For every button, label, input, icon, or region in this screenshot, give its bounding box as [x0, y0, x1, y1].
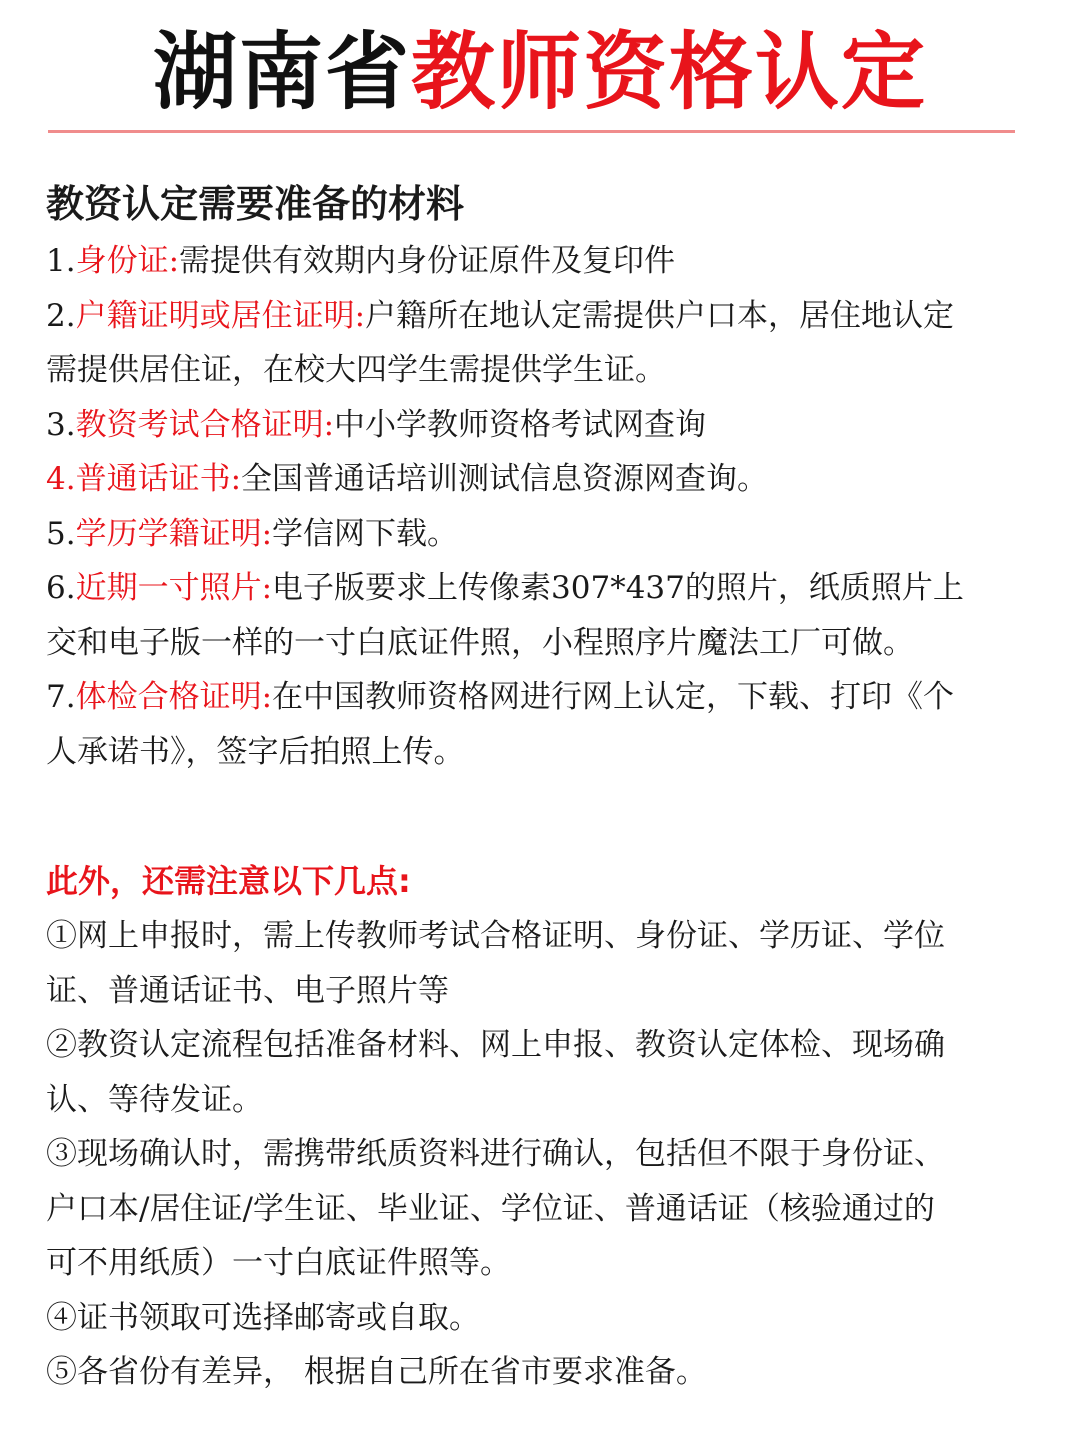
- item-number: 2.: [46, 297, 76, 334]
- item-label: 近期一寸照片:: [75, 570, 273, 606]
- note-item-1: [46, 909, 1036, 1018]
- item-number: 7.: [46, 679, 76, 715]
- page-title: [0, 22, 1080, 122]
- note-text: ③现场确认时，需携带纸质资料进行确认，包括但不限于身份证、: [46, 1136, 945, 1172]
- notes-heading: 此外，还需注意以下几点:: [46, 862, 411, 900]
- note-text: ⑤各省份有差异， 根据自己所在省市要求准备。: [46, 1354, 707, 1390]
- item-label: 普通话证书:: [75, 461, 242, 497]
- item-label: 户籍证明或居住证明:: [75, 297, 366, 334]
- note-text: 证、普通话证书、电子照片等: [46, 972, 449, 1009]
- materials-heading: 教资认定需要准备的材料: [46, 182, 465, 226]
- note-item-3: [46, 1127, 1036, 1291]
- material-item-6: [46, 561, 1036, 670]
- item-text: 户籍所在地认定需提供户口本，居住地认定: [365, 297, 955, 334]
- note-text: ②教资认定流程包括准备材料、网上申报、教资认定体检、现场确: [46, 1027, 945, 1063]
- material-item-4: [46, 452, 1036, 507]
- material-item-3: [46, 398, 1036, 453]
- material-item-1: [46, 234, 1036, 289]
- item-text: 全国普通话培训测试信息资源网查询。: [241, 461, 769, 497]
- notes-list: [46, 909, 1036, 1400]
- item-label: 身份证:: [75, 243, 180, 279]
- item-text: 中小学教师资格考试网查询: [334, 406, 707, 443]
- item-text: 需提供居住证，在校大四学生需提供学生证。: [46, 352, 666, 388]
- material-item-5: [46, 507, 1036, 562]
- item-text: 需提供有效期内身份证原件及复印件: [179, 243, 676, 279]
- title-topic: 教师资格认定: [411, 23, 928, 121]
- title-divider: [48, 130, 1015, 133]
- item-number: 4.: [46, 461, 76, 497]
- note-item-2: [46, 1018, 1036, 1127]
- note-item-5: [46, 1345, 1036, 1400]
- item-number: 6.: [46, 570, 76, 606]
- item-number: 3.: [46, 406, 76, 443]
- item-number: 1.: [46, 243, 76, 279]
- item-label: 学历学籍证明:: [75, 515, 273, 552]
- note-text: 认、等待发证。: [46, 1081, 263, 1118]
- item-text: 在中国教师资格网进行网上认定，下载、打印《个: [272, 679, 955, 715]
- note-text: 户口本/居住证/学生证、毕业证、学位证、普通话证（核验通过的: [46, 1190, 935, 1227]
- note-text: 可不用纸质）一寸白底证件照等。: [46, 1245, 511, 1281]
- title-province: 湖南省: [152, 23, 411, 121]
- item-text: 人承诺书》，签字后拍照上传。: [46, 733, 465, 770]
- item-number: 5.: [46, 515, 76, 552]
- note-text: ④证书领取可选择邮寄或自取。: [46, 1299, 480, 1336]
- note-text: ①网上申报时，需上传教师考试合格证明、身份证、学历证、学位: [46, 918, 945, 954]
- item-text: 学信网下载。: [272, 515, 459, 552]
- note-item-4: [46, 1291, 1036, 1346]
- item-text: 电子版要求上传像素307*437的照片，纸质照片上: [272, 570, 964, 606]
- material-item-7: [46, 670, 1036, 779]
- item-label: 体检合格证明:: [75, 679, 273, 715]
- article-body: [46, 174, 1036, 1400]
- material-item-2: [46, 289, 1036, 398]
- item-label: 教资考试合格证明:: [75, 406, 335, 443]
- item-text: 交和电子版一样的一寸白底证件照，小程照序片魔法工厂可做。: [46, 624, 914, 661]
- materials-list: [46, 234, 1036, 779]
